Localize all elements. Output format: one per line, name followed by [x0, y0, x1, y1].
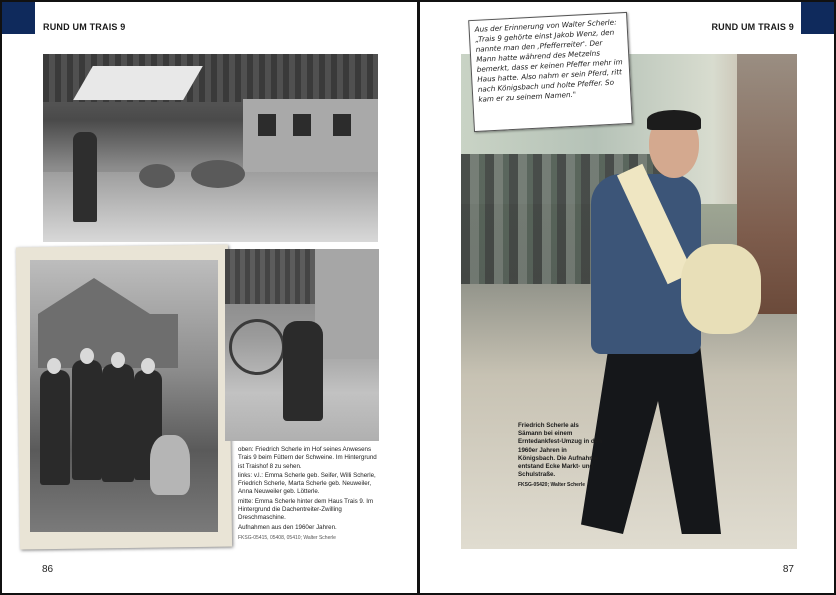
photo-family-group: [30, 260, 218, 532]
right-page: [420, 2, 834, 593]
caption-source: FKSG-05415, 05408, 05410; Walter Scherle: [238, 534, 336, 541]
quote-box: Aus der Erinnerung von Walter Scherle: „Trais 9 gehörte einst Jakob Wenz, den nannte man den ‚Pfefferreiter'. Der Mann hatte während des Metzelns bemerkt, dass er keinen Pfeffer mehr im Haus hatte. Also nahm er sein Pferd, ritt nach Königsbach und holte Pfeffer. So kam er zu seinem Namen.": [468, 12, 633, 132]
left-page: [2, 2, 417, 593]
caption-source: FKSG-05420; Walter Scherle: [518, 482, 586, 489]
photo-farmyard-pigs: [43, 54, 378, 242]
page-number: 87: [782, 564, 794, 575]
caption-top: oben: Friedrich Scherle im Hof seines Anwesens Trais 9 beim Füttern der Schweine. Im Hintergrund ist Traishof 8 zu sehen.: [238, 446, 377, 470]
right-photo-caption: [518, 422, 603, 490]
photo-woman-threshing-machine: [225, 249, 379, 441]
page-number: 86: [42, 564, 54, 575]
caption-middle: mitte: Emma Scherle hinter dem Haus Trais 9. Im Hintergrund die Dachentreiter-Zwilling Dreschmaschine.: [238, 497, 374, 522]
caption-date: Aufnahmen aus den 1960er Jahren.: [238, 523, 337, 531]
caption-left: links: v.l.: Emma Scherle geb. Seifer, Willi Scherle, Friedrich Scherle, Marta Scherle geb. Neuweiler, Anna Neuweiler geb. Lötterle.: [238, 471, 376, 496]
left-photo-caption: [238, 446, 378, 543]
corner-marker: [801, 2, 834, 34]
running-header: RUND UM TRAIS 9: [711, 22, 794, 32]
caption-text: Friedrich Scherle als Sämann bei einem Erntedankfest-Umzug in den 1960er Jahren in Königsbach. Die Aufnahme entstand Ecke Markt- und Schulstraße.: [518, 422, 602, 479]
running-header: RUND UM TRAIS 9: [43, 22, 126, 32]
corner-marker: [2, 2, 35, 34]
